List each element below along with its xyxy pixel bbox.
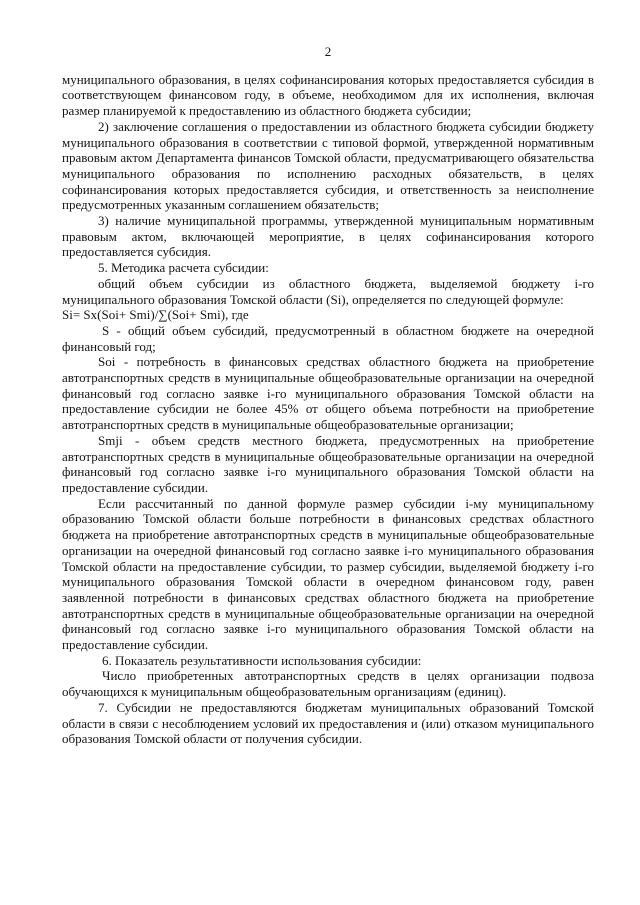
page-number: 2	[324, 44, 332, 59]
paragraph-limit-rule: Если рассчитанный по данной формуле размер субсидии i-му муниципальному образованию Томской области больше потребности в финансовых средствах областного бюджета на приобретение автотранспортных средств в муниципальные общеобразовательные организации на очередной финансовый год согласно заявке i-го муниципального образования Томской области на предоставление субсидии, то размер субсидии, выделяемой бюджету i-го муниципального образования Томской области в очередном финансовом году, равен заявленной потребности в финансовых средствах областного бюджета на приобретение автотранспортных средств в муниципальные общеобразовательные организации на очередной финансовый год согласно заявке i-го муниципального образования Томской области на предоставление субсидии.	[62, 495, 594, 653]
definition-soi: Soi - потребность в финансовых средствах областного бюджета на приобретение автотранспортных средств в муниципальные общеобразовательные организации на очередной финансовый год согласно заявке i-го муниципального образования Томской области на предоставление субсидии не более 45% от общего объема потребности на приобретение автотранспортных средств в муниципальные общеобразовательные организации;	[62, 354, 594, 433]
formula: Si= Sx(Soi+ Smi)/∑(Soi+ Smi), где	[62, 307, 249, 323]
paragraph-total-volume: общий объем субсидии из областного бюджета, выделяемой бюджету i-го муниципального образования Томской области (Si), определяется по следующей формуле:	[62, 275, 594, 307]
paragraph-item-3: 3) наличие муниципальной программы, утвержденной муниципальным нормативным правовым актом, включающей мероприятие, в целях софинансирования которого предоставляется субсидия.	[62, 213, 594, 260]
paragraph-item-2: 2) заключение соглашения о предоставлении из областного бюджета субсидии бюджету муниципального образования в соответствии с типовой формой, утвержденной нормативным правовым актом Департамента финансов Томской области, предусматривающего обязательства муниципального образования по исполнению расходных обязательств, в целях софинансирования которых предоставляется субсидия, и ответственность за неисполнение предусмотренных указанным соглашением обязательств;	[62, 118, 594, 213]
definition-s: S - общий объем субсидий, предусмотренный в областном бюджете на очередной финансовый год;	[62, 322, 594, 354]
definition-smji: Smji - объем средств местного бюджета, предусмотренных на приобретение автотранспортных средств в муниципальные общеобразовательные организации на очередной финансовый год согласно заявке i-го муниципального образования Томской области на предоставление субсидии.	[62, 432, 594, 495]
section-heading-5: 5. Методика расчета субсидии:	[98, 260, 269, 276]
section-heading-6: 6. Показатель результативности использования субсидии:	[102, 652, 422, 668]
paragraph-continuation: муниципального образования, в целях софинансирования которых предоставляется субсидия в соответствующем финансовом году, в объеме, необходимом для их исполнения, включая размер планируемой к предоставлению из областного бюджета субсидии;	[62, 71, 594, 119]
section-7: 7. Субсидии не предоставляются бюджетам муниципальных образований Томской области в связи с несоблюдением условий их предоставления и (или) отказом муниципального образования Томской области от получения субсидии.	[62, 699, 594, 747]
paragraph-indicator: Число приобретенных автотранспортных средств в целях организации подвоза обучающихся к муниципальным общеобразовательным организациям (единиц).	[62, 668, 594, 700]
